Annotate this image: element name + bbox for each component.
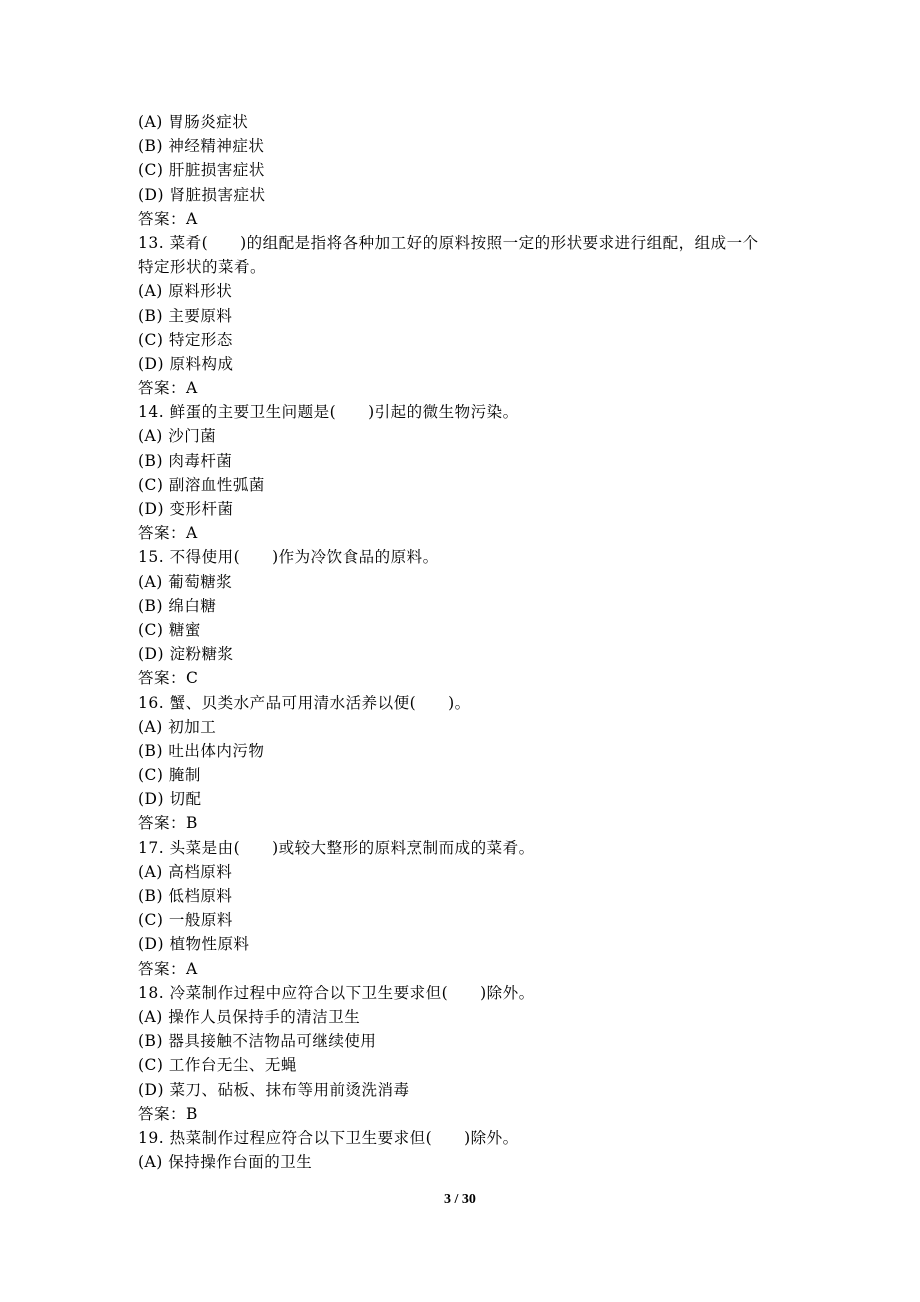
option-line: (D) 菜刀、砧板、抹布等用前烫洗消毒 bbox=[138, 1080, 410, 1099]
page-number: 3 / 30 bbox=[444, 1192, 476, 1207]
option-line: (C) 特定形态 bbox=[138, 330, 233, 349]
option-line: (A) 沙门菌 bbox=[138, 427, 217, 446]
question-line: 13. 菜肴( )的组配是指将各种加工好的原料按照一定的形状要求进行组配，组成一个 bbox=[138, 233, 759, 252]
option-line: (B) 绵白糖 bbox=[138, 596, 217, 615]
answer-line: 答案：C bbox=[138, 669, 199, 688]
question-line: 14. 鲜蛋的主要卫生问题是( )引起的微生物污染。 bbox=[138, 403, 519, 422]
question-line: 19. 热菜制作过程应符合以下卫生要求但( )除外。 bbox=[138, 1128, 519, 1147]
option-line: (A) 初加工 bbox=[138, 717, 217, 736]
option-line: (B) 低档原料 bbox=[138, 887, 233, 905]
option-line: (D) 切配 bbox=[138, 790, 202, 809]
option-line: (A) 葡萄糖浆 bbox=[138, 572, 233, 591]
document-body bbox=[138, 110, 788, 1174]
question-line: 16. 蟹、贝类水产品可用清水活养以便( )。 bbox=[138, 693, 471, 712]
option-line: (B) 器具接触不洁物品可继续使用 bbox=[138, 1032, 377, 1051]
answer-line: 答案：B bbox=[138, 1104, 198, 1123]
option-line: (B) 神经精神症状 bbox=[138, 137, 265, 156]
option-line: (B) 主要原料 bbox=[138, 306, 233, 325]
option-line: (A) 操作人员保持手的清洁卫生 bbox=[138, 1007, 361, 1026]
option-line: (D) 肾脏损害症状 bbox=[138, 185, 266, 204]
option-line: (A) 胃肠炎症状 bbox=[138, 113, 249, 131]
option-line: (A) 高档原料 bbox=[138, 862, 233, 881]
answer-line: 答案：B bbox=[138, 814, 198, 833]
option-line: (B) 肉毒杆菌 bbox=[138, 451, 233, 470]
question-line: 15. 不得使用( )作为冷饮食品的原料。 bbox=[138, 548, 439, 567]
option-line: (D) 淀粉糖浆 bbox=[138, 645, 234, 664]
option-line: (D) 原料构成 bbox=[138, 354, 234, 373]
option-line: (C) 肝脏损害症状 bbox=[138, 161, 265, 180]
option-line: (A) 原料形状 bbox=[138, 282, 233, 301]
answer-line: 答案：A bbox=[138, 379, 198, 398]
option-line: (C) 工作台无尘、无蝇 bbox=[138, 1056, 297, 1075]
question-line: 17. 头菜是由( )或较大整形的原料烹制而成的菜肴。 bbox=[138, 838, 535, 857]
option-line: (C) 一般原料 bbox=[138, 911, 233, 930]
option-line: (B) 吐出体内污物 bbox=[138, 741, 265, 760]
answer-line: 答案：A bbox=[138, 209, 198, 228]
option-line: (C) 副溶血性弧菌 bbox=[138, 475, 265, 494]
option-line: (C) 腌制 bbox=[138, 766, 201, 785]
question-line-continued: 特定形状的菜肴。 bbox=[138, 258, 267, 277]
answer-line: 答案：A bbox=[138, 959, 198, 978]
option-line: (D) 植物性原料 bbox=[138, 935, 250, 954]
question-line: 18. 冷菜制作过程中应符合以下卫生要求但( )除外。 bbox=[138, 983, 535, 1002]
option-line: (A) 保持操作台面的卫生 bbox=[138, 1153, 313, 1172]
answer-line: 答案：A bbox=[138, 524, 198, 543]
option-line: (D) 变形杆菌 bbox=[138, 500, 234, 518]
option-line: (C) 糖蜜 bbox=[138, 620, 201, 639]
